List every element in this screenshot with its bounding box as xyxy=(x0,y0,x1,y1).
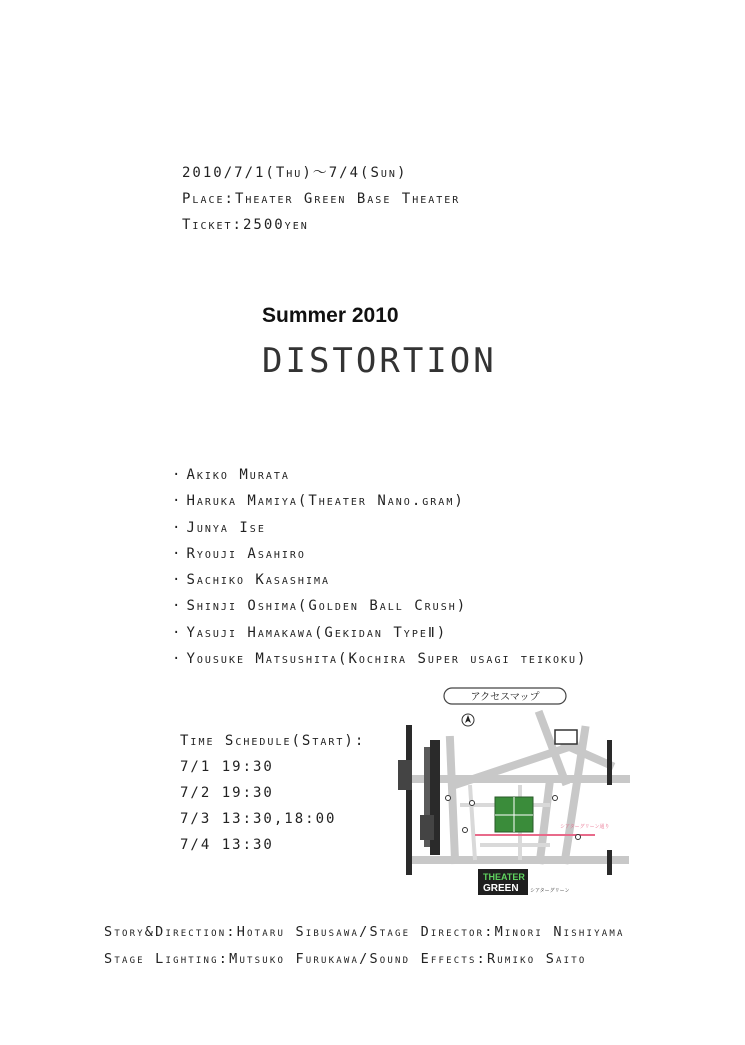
show-title: DISTORTION xyxy=(262,341,497,381)
schedule-row: 7/3 13:30,18:00 xyxy=(180,811,337,827)
right-rail-lower xyxy=(607,850,612,875)
credits xyxy=(104,919,625,972)
north-arrow-icon xyxy=(462,714,474,726)
building-box xyxy=(555,730,577,744)
event-ticket: Ticket:2500yen xyxy=(182,217,309,233)
season-label: Summer 2010 xyxy=(262,304,399,327)
cast-member: · Ryouji Asahiro xyxy=(172,541,587,567)
park xyxy=(495,797,533,832)
event-place: Place:Theater Green Base Theater xyxy=(182,191,461,207)
cast-member: · Yasuji Hamakawa(Gekidan TypeⅡ) xyxy=(172,620,587,646)
credits-line: Stage Lighting:Mutsuko Furukawa/Sound Effects:Rumiko Saito xyxy=(104,950,587,967)
event-date: 2010/7/1(Thu)〜7/4(Sun) xyxy=(182,165,408,181)
time-schedule xyxy=(180,728,365,858)
schedule-row: 7/4 13:30 xyxy=(180,837,274,853)
logo-bottom: GREEN xyxy=(483,883,519,894)
cast-member: · Junya Ise xyxy=(172,515,587,541)
schedule-heading: Time Schedule(Start): xyxy=(180,733,366,749)
railway xyxy=(398,725,440,875)
schedule-row: 7/2 19:30 xyxy=(180,785,274,801)
cast-member: · Shinji Oshima(Golden Ball Crush) xyxy=(172,593,587,619)
access-map xyxy=(380,685,630,900)
cast-list xyxy=(172,462,587,672)
venue-label: シアターグリーン通り xyxy=(560,824,610,830)
cast-member: · Haruka Mamiya(Theater Nano.gram) xyxy=(172,488,587,514)
logo-top: THEATER xyxy=(483,872,525,882)
cast-member: · Sachiko Kasashima xyxy=(172,567,587,593)
cast-member: · Yousuke Matsushita(Kochira Super usagi teikoku) xyxy=(172,646,587,672)
logo-kana: シアターグリーン xyxy=(530,888,570,894)
event-info xyxy=(182,160,460,238)
cast-member: · Akiko Murata xyxy=(172,462,587,488)
map-label: アクセスマップ xyxy=(470,692,540,703)
credits-line: Story&Direction:Hotaru Sibusawa/Stage Director:Minori Nishiyama xyxy=(104,924,625,940)
theater-green-logo xyxy=(478,869,570,895)
schedule-row: 7/1 19:30 xyxy=(180,759,274,775)
right-rail xyxy=(607,740,612,785)
